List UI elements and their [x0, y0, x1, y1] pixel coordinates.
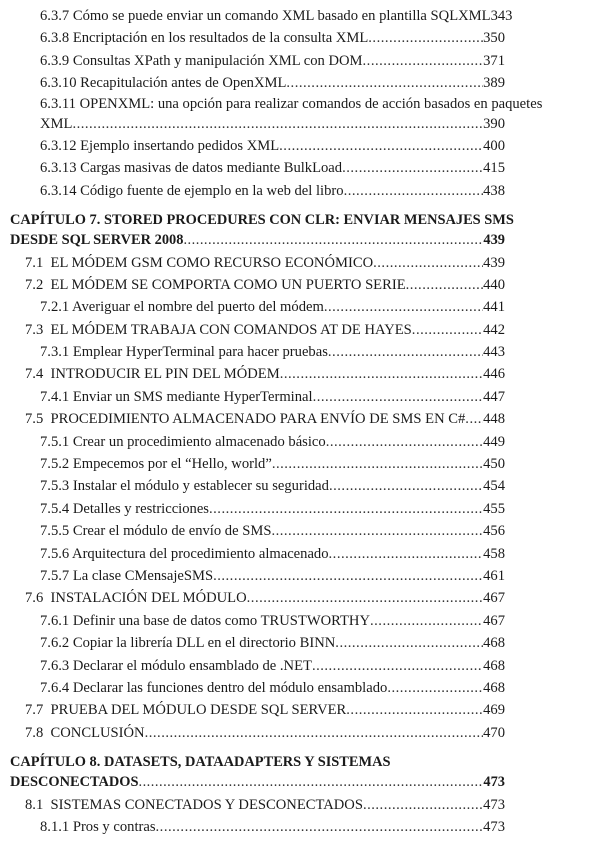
- toc-page-number: 469: [483, 702, 505, 719]
- toc-entry-subsection[interactable]: [0, 386, 600, 408]
- toc-entry-subsection[interactable]: [0, 95, 600, 135]
- toc-page-number: 461: [483, 567, 505, 584]
- toc-leader-line: [10, 229, 505, 251]
- toc-leader-line: [25, 794, 505, 816]
- toc-line: [0, 632, 600, 654]
- dot-leader: [363, 794, 483, 816]
- toc-entry-subsection[interactable]: [0, 610, 600, 632]
- toc-line: [0, 157, 600, 179]
- dot-leader: [72, 113, 483, 135]
- toc-line: [0, 610, 600, 632]
- toc-leader-line: [40, 180, 505, 202]
- toc-line: [0, 386, 600, 408]
- dot-leader: [247, 587, 483, 609]
- dot-leader: [387, 677, 483, 699]
- toc-entry-subsection[interactable]: [0, 135, 600, 157]
- toc-line: [0, 113, 600, 135]
- toc-page-number: 449: [483, 433, 505, 450]
- toc-page-number: 447: [483, 388, 505, 405]
- toc-page-number: 454: [483, 478, 505, 495]
- toc-line: [0, 135, 600, 157]
- toc-line: [0, 72, 600, 94]
- toc-page-number: 443: [483, 344, 505, 361]
- toc-page-number: 440: [483, 276, 505, 293]
- toc-page-number: 473: [483, 796, 505, 813]
- toc-page-number: 438: [483, 182, 505, 199]
- toc-title: 6.3.7 Cómo se puede enviar un comando XML basado en plantilla SQLXML: [40, 8, 491, 24]
- toc-leader-line: [40, 565, 505, 587]
- toc-title: 7.5.1 Crear un procedimiento almacenado básico: [40, 433, 326, 450]
- toc-page-number: 456: [483, 523, 505, 540]
- dot-leader: [406, 274, 484, 296]
- toc-line: [0, 341, 600, 363]
- toc-entry-subsection[interactable]: [0, 565, 600, 587]
- toc-entry-section[interactable]: [0, 363, 600, 385]
- toc-title: 7.6 INSTALACIÓN DEL MÓDULO: [25, 590, 247, 607]
- toc-title: 7.4 INTRODUCIR EL PIN DEL MÓDEM: [25, 366, 280, 383]
- toc-title-line: [0, 95, 600, 113]
- toc-page-number: 448: [483, 411, 505, 428]
- toc-line: [0, 319, 600, 341]
- toc-title: 7.5.3 Instalar el módulo y establecer su seguridad: [40, 478, 329, 495]
- toc-title: 7.5.5 Crear el módulo de envío de SMS: [40, 523, 272, 540]
- dot-leader: [329, 543, 484, 565]
- toc-line: [0, 816, 600, 838]
- toc-title: 7.6.1 Definir una base de datos como TRUSTWORTHY: [40, 612, 370, 629]
- toc-entry-subsection[interactable]: [0, 341, 600, 363]
- toc-entry-section[interactable]: [0, 699, 600, 721]
- toc-leader-line: [25, 252, 505, 274]
- toc-page-number: 470: [483, 724, 505, 741]
- toc-entry-subsection[interactable]: [0, 27, 600, 49]
- toc-page-number: 389: [483, 75, 505, 92]
- dot-leader: [213, 565, 483, 587]
- toc-line: [0, 565, 600, 587]
- toc-line: [0, 274, 600, 296]
- toc-title: 6.3.8 Encriptación en los resultados de la consulta XML: [40, 30, 369, 47]
- dot-leader: [326, 431, 483, 453]
- toc-leader-line: [40, 610, 505, 632]
- toc-line: [0, 27, 600, 49]
- dot-leader: [373, 252, 483, 274]
- chapter-spacer: [0, 202, 600, 211]
- toc-title: 7.6.3 Declarar el módulo ensamblado de .NET: [40, 657, 312, 674]
- dot-leader: [183, 229, 483, 251]
- toc-page-number: 473: [483, 774, 505, 791]
- toc-entry-section[interactable]: [0, 794, 600, 816]
- toc-line: [0, 498, 600, 520]
- toc-leader-line: [40, 157, 505, 179]
- toc-page-number: 473: [483, 818, 505, 835]
- toc-line: [0, 296, 600, 318]
- toc-title: 7.1 EL MÓDEM GSM COMO RECURSO ECONÓMICO: [25, 254, 374, 271]
- toc-leader-line: [40, 135, 505, 157]
- toc-line: [0, 229, 600, 251]
- toc-line: [0, 453, 600, 475]
- toc-page-number: 390: [483, 115, 505, 132]
- toc-title: 7.4.1 Enviar un SMS mediante HyperTerminal: [40, 388, 313, 405]
- toc-leader-line: [25, 722, 505, 744]
- dot-leader: [412, 319, 483, 341]
- toc-title: 7.6.4 Declarar las funciones dentro del módulo ensamblado: [40, 679, 388, 696]
- toc-leader-line: [40, 50, 505, 72]
- dot-leader: [138, 771, 483, 793]
- toc-page-number: 400: [483, 137, 505, 154]
- toc-entry-section[interactable]: [0, 274, 600, 296]
- dot-leader: [280, 363, 483, 385]
- toc-entry-subsection[interactable]: [0, 632, 600, 654]
- toc-title: CAPÍTULO 7. STORED PROCEDURES CON CLR: ENVIAR MENSAJES SMS: [10, 212, 514, 229]
- toc-title: 7.7 PRUEBA DEL MÓDULO DESDE SQL SERVER: [25, 702, 347, 719]
- toc-page-number: 468: [483, 679, 505, 696]
- toc-entry-subsection[interactable]: [0, 453, 600, 475]
- toc-line: [0, 677, 600, 699]
- toc-leader-line: [25, 587, 505, 609]
- toc-title: 7.3.1 Emplear HyperTerminal para hacer pruebas: [40, 344, 328, 361]
- toc-title: 8.1 SISTEMAS CONECTADOS Y DESCONECTADOS: [25, 796, 363, 813]
- toc-title: 7.5.4 Detalles y restricciones: [40, 500, 209, 517]
- toc-title: 6.3.11 OPENXML: una opción para realizar comandos de acción basados en paquetes: [40, 95, 543, 112]
- dot-leader: [156, 816, 484, 838]
- toc-page-number: 467: [483, 590, 505, 607]
- dot-leader: [279, 135, 483, 157]
- toc-entry-subsection[interactable]: [0, 520, 600, 542]
- toc-entry-chapter[interactable]: [0, 753, 600, 793]
- toc-page-number: 441: [483, 299, 505, 316]
- toc-page-number: 350: [483, 30, 505, 47]
- toc-title: 7.5.2 Empecemos por el “Hello, world”: [40, 456, 272, 473]
- toc-title: 6.3.12 Ejemplo insertando pedidos XML: [40, 137, 280, 154]
- toc-page-number: 446: [483, 366, 505, 383]
- toc-line: [0, 5, 600, 27]
- toc-entry-subsection[interactable]: [0, 72, 600, 94]
- toc-line: [0, 655, 600, 677]
- dot-leader: [272, 453, 483, 475]
- toc-title: CAPÍTULO 8. DATASETS, DATAADAPTERS Y SISTEMAS: [10, 754, 391, 771]
- toc-line: [0, 431, 600, 453]
- toc-leader-line: [40, 677, 505, 699]
- dot-leader: [335, 632, 483, 654]
- toc-entry-section[interactable]: [0, 319, 600, 341]
- toc-line: [0, 520, 600, 542]
- toc-leader-line: [40, 520, 505, 542]
- toc-line: [0, 252, 600, 274]
- toc-title: 7.6.2 Copiar la librería DLL en el directorio BINN: [40, 635, 336, 652]
- dot-leader: [465, 408, 483, 430]
- toc-entry-subsection[interactable]: [0, 50, 600, 72]
- toc-entry-chapter[interactable]: [0, 211, 600, 251]
- toc-title: 6.3.14 Código fuente de ejemplo en la web del libro: [40, 182, 344, 199]
- toc-title: 7.5 PROCEDIMIENTO ALMACENADO PARA ENVÍO DE SMS EN C#: [25, 411, 466, 428]
- toc-page-number: 439: [483, 254, 505, 271]
- toc-title: 6.3.10 Recapitulación antes de OpenXML: [40, 75, 287, 92]
- toc-entry-subsection[interactable]: [0, 816, 600, 838]
- toc-line: [0, 363, 600, 385]
- toc-leader-line: [40, 655, 505, 677]
- toc-leader-line: [40, 498, 505, 520]
- toc-title: 7.3 EL MÓDEM TRABAJA CON COMANDOS AT DE HAYES: [25, 321, 412, 338]
- toc-line: [0, 794, 600, 816]
- toc-title: DESDE SQL SERVER 2008: [10, 232, 184, 249]
- toc-entry-subsection[interactable]: [0, 655, 600, 677]
- toc-entry-subsection[interactable]: [0, 157, 600, 179]
- dot-leader: [346, 699, 483, 721]
- toc-leader-line: [40, 341, 505, 363]
- toc-entry-section[interactable]: [0, 722, 600, 744]
- toc-leader-line: [25, 319, 505, 341]
- dot-leader: [145, 722, 484, 744]
- toc-leader-line: [10, 771, 505, 793]
- toc-leader-line: [40, 5, 513, 27]
- toc-leader-line: [25, 363, 505, 385]
- toc-leader-line: [40, 72, 505, 94]
- toc-line: [0, 475, 600, 497]
- toc-page-number: 450: [483, 456, 505, 473]
- toc-title: 7.5.6 Arquitectura del procedimiento almacenado: [40, 545, 329, 562]
- toc-leader-line: [40, 543, 505, 565]
- toc-leader-line: [40, 816, 505, 838]
- toc-leader-line: [25, 699, 505, 721]
- toc-entry-section[interactable]: [0, 252, 600, 274]
- dot-leader: [324, 296, 483, 318]
- toc-page-number: 458: [483, 545, 505, 562]
- toc-entry-section[interactable]: [0, 587, 600, 609]
- dot-leader: [286, 72, 483, 94]
- toc-leader-line: [40, 113, 505, 135]
- toc-line: [0, 50, 600, 72]
- toc-page-number: 439: [483, 232, 505, 249]
- toc-leader-line: [40, 431, 505, 453]
- dot-leader: [313, 386, 484, 408]
- dot-leader: [344, 180, 484, 202]
- toc-page-number: 467: [483, 612, 505, 629]
- toc-page-number: 468: [483, 657, 505, 674]
- toc-entry-subsection[interactable]: [0, 543, 600, 565]
- toc-leader-line: [25, 408, 505, 430]
- toc-leader-line: [40, 453, 505, 475]
- dot-leader: [329, 475, 483, 497]
- toc-title: 7.8 CONCLUSIÓN: [25, 724, 145, 741]
- toc-entry-subsection[interactable]: [0, 5, 600, 27]
- toc-page-number: 415: [483, 160, 505, 177]
- toc-entry-subsection[interactable]: [0, 475, 600, 497]
- toc-entry-subsection[interactable]: [0, 296, 600, 318]
- toc-leader-line: [25, 274, 505, 296]
- toc-leader-line: [40, 296, 505, 318]
- dot-leader: [342, 157, 483, 179]
- dot-leader: [370, 610, 483, 632]
- dot-leader: [328, 341, 483, 363]
- toc-leader-line: [40, 27, 505, 49]
- toc-line: [0, 587, 600, 609]
- dot-leader: [312, 655, 483, 677]
- dot-leader: [363, 50, 484, 72]
- toc-entry-subsection[interactable]: [0, 677, 600, 699]
- dot-leader: [271, 520, 483, 542]
- toc-page-number: 455: [483, 500, 505, 517]
- toc-entry-section[interactable]: [0, 408, 600, 430]
- toc-entry-subsection[interactable]: [0, 498, 600, 520]
- chapter-spacer: [0, 744, 600, 753]
- table-of-contents: [0, 5, 600, 838]
- toc-page-number: 371: [483, 52, 505, 69]
- toc-line: [0, 408, 600, 430]
- toc-title: DESCONECTADOS: [10, 774, 139, 791]
- toc-entry-subsection[interactable]: [0, 431, 600, 453]
- toc-line: [0, 543, 600, 565]
- toc-title: 6.3.13 Cargas masivas de datos mediante BulkLoad: [40, 160, 343, 177]
- toc-leader-line: [40, 386, 505, 408]
- toc-line: [0, 771, 600, 793]
- toc-line: [0, 180, 600, 202]
- dot-leader: [368, 27, 483, 49]
- toc-page-number: 343: [490, 8, 513, 24]
- toc-title: 7.5.7 La clase CMensajeSMS: [40, 567, 214, 584]
- toc-title-line: [0, 753, 600, 771]
- toc-page-number: 468: [483, 635, 505, 652]
- toc-title: 7.2.1 Averiguar el nombre del puerto del módem: [40, 299, 324, 316]
- toc-title: 7.2 EL MÓDEM SE COMPORTA COMO UN PUERTO SERIE: [25, 276, 406, 293]
- toc-line: [0, 699, 600, 721]
- toc-title-line: [0, 211, 600, 229]
- toc-entry-subsection[interactable]: [0, 180, 600, 202]
- toc-title: 6.3.9 Consultas XPath y manipulación XML con DOM: [40, 52, 363, 69]
- toc-leader-line: [40, 475, 505, 497]
- dot-leader: [209, 498, 483, 520]
- toc-page-number: 442: [483, 321, 505, 338]
- toc-line: [0, 722, 600, 744]
- toc-title: XML: [40, 115, 73, 132]
- toc-leader-line: [40, 632, 505, 654]
- toc-title: 8.1.1 Pros y contras: [40, 818, 156, 835]
